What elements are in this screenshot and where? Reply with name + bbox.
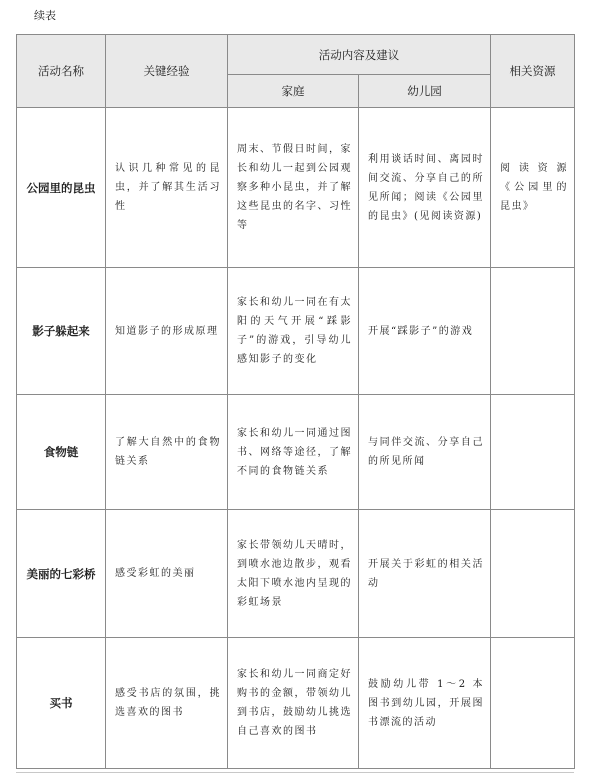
home-cell: 家长和幼儿一同在有太阳的天气开展“踩影子”的游戏，引导幼儿感知影子的变化	[228, 268, 359, 395]
activity-name-cell: 公园里的昆虫	[17, 108, 106, 268]
header-home: 家庭	[228, 75, 359, 108]
table-row	[17, 395, 575, 510]
resources-cell	[491, 395, 575, 510]
header-content-group: 活动内容及建议	[228, 35, 491, 75]
activity-name-cell: 食物链	[17, 395, 106, 510]
resources-cell: 阅读资源《公园里的昆虫》	[491, 108, 575, 268]
home-cell: 家长带领幼儿天晴时，到喷水池边散步，观看太阳下喷水池内呈现的彩虹场景	[228, 510, 359, 638]
header-kindergarten: 幼儿园	[359, 75, 491, 108]
table-row	[17, 638, 575, 769]
header-key-experience: 关键经验	[106, 35, 228, 108]
header-resources: 相关资源	[491, 35, 575, 108]
key-experience-cell: 了解大自然中的食物链关系	[106, 395, 228, 510]
key-experience-cell: 感受彩虹的美丽	[106, 510, 228, 638]
kindergarten-cell: 开展关于彩虹的相关活动	[359, 510, 491, 638]
resources-cell	[491, 268, 575, 395]
table-row	[17, 510, 575, 638]
key-experience-cell: 知道影子的形成原理	[106, 268, 228, 395]
home-cell: 家长和幼儿一同商定好购书的金额，带领幼儿到书店，鼓励幼儿挑选自己喜欢的图书	[228, 638, 359, 769]
table-row	[17, 108, 575, 268]
kindergarten-cell: 鼓励幼儿带 1～2 本图书到幼儿园，开展图书漂流的活动	[359, 638, 491, 769]
home-cell: 家长和幼儿一同通过图书、网络等途径，了解不同的食物链关系	[228, 395, 359, 510]
home-cell: 周末、节假日时间，家长和幼儿一起到公园观察多种小昆虫，并了解这些昆虫的名字、习性等	[228, 108, 359, 268]
key-experience-cell: 认识几种常见的昆虫，并了解其生活习性	[106, 108, 228, 268]
key-experience-cell: 感受书店的氛围，挑选喜欢的图书	[106, 638, 228, 769]
activity-name-cell: 买书	[17, 638, 106, 769]
resources-cell	[491, 510, 575, 638]
table-row	[17, 268, 575, 395]
activity-name-cell: 美丽的七彩桥	[17, 510, 106, 638]
header-activity-name: 活动名称	[17, 35, 106, 108]
kindergarten-cell: 利用谈话时间、离园时间交流、分享自己的所见所闻；阅读《公园里的昆虫》(见阅读资源)	[359, 108, 491, 268]
page-bottom-rule	[16, 772, 574, 773]
table-continued-caption: 续表	[34, 9, 56, 22]
activity-table	[16, 34, 575, 769]
kindergarten-cell: 与同伴交流、分享自己的所见所闻	[359, 395, 491, 510]
kindergarten-cell: 开展“踩影子”的游戏	[359, 268, 491, 395]
activity-name-cell: 影子躲起来	[17, 268, 106, 395]
resources-cell	[491, 638, 575, 769]
